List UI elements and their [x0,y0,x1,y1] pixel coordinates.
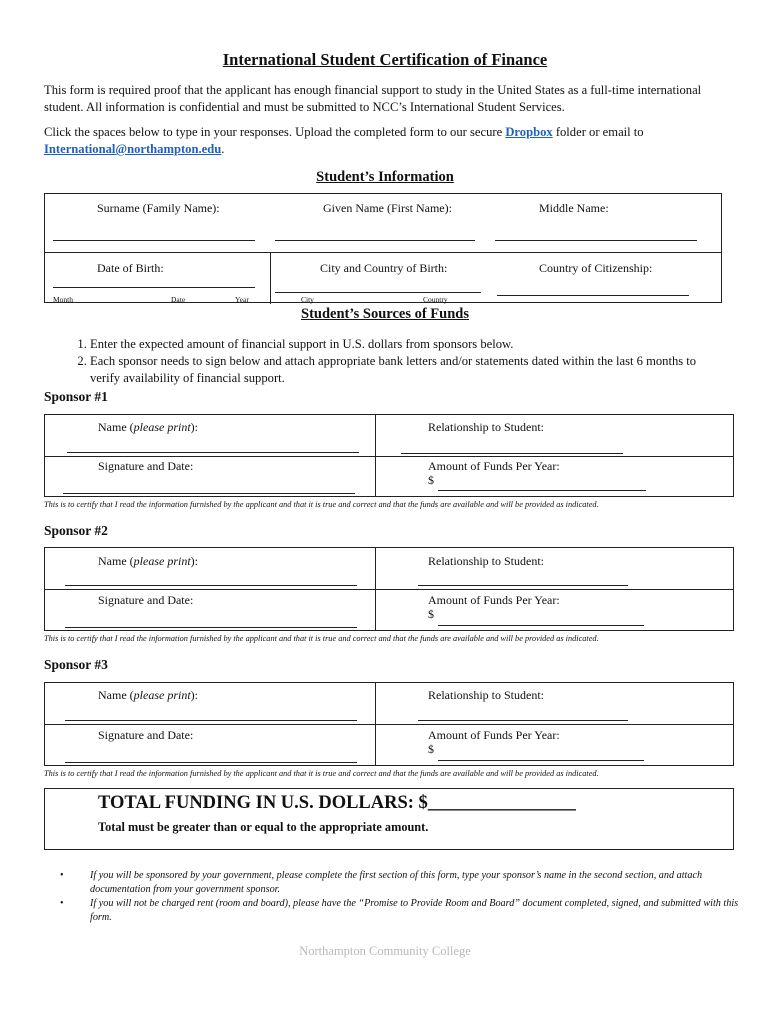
list-item: 1. Enter the expected amount of financial support in U.S. dollars from sponsors below. [90,336,704,353]
sponsor-2-signature-field[interactable] [65,627,357,628]
bullet-dot: • [60,898,64,909]
sponsor-name-label [98,420,198,435]
total-note: Total must be greater than or equal to the appropriate amount. [98,820,429,834]
sponsor-3-box [44,682,734,766]
dollar-sign: $ [428,607,434,621]
sponsor-3-heading: Sponsor #3 [44,657,108,672]
sponsor-1-certification: This is to certify that I read the information furnished by the applicant and that it is true and correct and that the funds are available and will be provided as indicated. [44,500,599,509]
dollar-sign: $ [428,742,434,756]
name-text: Name ( [98,420,134,434]
dropbox-link[interactable]: Dropbox [505,125,553,139]
relationship-label: Relationship to Student: [428,554,544,568]
sponsor-3-certification: This is to certify that I read the information furnished by the applicant and that it is true and correct and that the funds are available and will be provided as indicated. [44,769,599,778]
amount-label: Amount of Funds Per Year: [428,728,560,742]
sponsor-1-relationship-field[interactable] [401,453,623,454]
divider [375,548,376,630]
total-label-text: TOTAL FUNDING IN U.S. DOLLARS: $ [98,793,428,813]
divider [375,683,376,765]
city-country-birth-field[interactable] [275,292,481,293]
sponsor-2-name-field[interactable] [65,585,357,586]
amount-label: Amount of Funds Per Year: [428,459,560,473]
surname-field[interactable] [53,240,255,241]
total-funding-field[interactable]: ________________ [427,793,576,813]
given-name-field[interactable] [275,240,475,241]
citizenship-label: Country of Citizenship: [539,261,653,275]
divider [270,252,271,304]
instructions-end: . [221,142,225,156]
sponsor-1-box [44,414,734,497]
dob-label: Date of Birth: [97,261,164,275]
name-end-text: ): [190,420,198,434]
sponsor-name-label [98,688,198,703]
sponsor-1-signature-field[interactable] [63,493,355,494]
please-print-text: please print [133,554,191,568]
dollar-sign: $ [428,473,434,487]
divider [45,456,733,457]
bullet-no-rent [60,897,740,924]
bullet-text: If you will be sponsored by your government, please complete the first section of this form, type your sponsor’s name in the second section, and attach documentation from your government sponsor. [90,870,703,895]
divider [375,415,376,496]
sponsor-1-amount-field[interactable] [438,490,646,491]
citizenship-field[interactable] [497,295,689,296]
please-print-text: please print [133,688,191,702]
divider [45,724,733,725]
surname-label: Surname (Family Name): [97,201,220,215]
total-funding-box [44,788,734,850]
name-text: Name ( [98,688,134,702]
divider [45,252,721,253]
date-caption: Date [171,295,186,304]
footer-college-name: Northampton Community College [299,944,471,958]
instructions-middle: folder or email to [552,125,644,139]
month-caption: Month [53,295,74,304]
city-caption: City [301,295,314,304]
name-text: Name ( [98,554,134,568]
student-info-box [44,193,722,303]
bullet-dot: • [60,870,64,881]
sponsor-3-name-field[interactable] [65,720,357,721]
sponsor-2-certification: This is to certify that I read the information furnished by the applicant and that it is true and correct and that the funds are available and will be provided as indicated. [44,634,599,643]
sponsor-3-relationship-field[interactable] [418,720,628,721]
sponsor-2-amount-field[interactable] [438,625,644,626]
instructions-paragraph [44,124,734,158]
intro-paragraph: This form is required proof that the applicant has enough financial support to study in the United States as a full-time international student. All information is confidential and must be submitted to NCC’s International Student Services. [44,83,702,114]
year-caption: Year [235,295,249,304]
student-info-heading: Student’s Information [316,169,454,185]
middle-name-label: Middle Name: [539,201,609,215]
name-end-text: ): [190,554,198,568]
relationship-label: Relationship to Student: [428,688,544,702]
list-item: 2. Each sponsor needs to sign below and attach appropriate bank letters and/or statements dated within the last 6 months to verify availability of financial support. [90,353,704,387]
sponsor-2-relationship-field[interactable] [418,585,628,586]
signature-label: Signature and Date: [98,593,194,607]
given-name-label: Given Name (First Name): [323,201,452,215]
divider [45,589,733,590]
sponsor-2-heading: Sponsor #2 [44,523,108,538]
signature-label: Signature and Date: [98,728,194,742]
sponsor-3-signature-field[interactable] [65,762,357,763]
form-title: International Student Certification of Finance [222,50,548,69]
middle-name-field[interactable] [495,240,697,241]
sponsor-1-heading: Sponsor #1 [44,389,108,404]
total-funding-label [98,793,576,814]
city-country-birth-label: City and Country of Birth: [320,261,448,275]
instructions-text: Click the spaces below to type in your responses. Upload the completed form to our secure [44,125,506,139]
country-caption: Country [423,295,448,304]
bullet-text: If you will not be charged rent (room and board), please have the “Promise to Provide Room and Board” document completed, signed, and submitted with this form. [90,898,739,923]
relationship-label: Relationship to Student: [428,420,544,434]
funds-instructions-list [44,336,704,387]
signature-label: Signature and Date: [98,459,194,473]
sponsor-3-amount-field[interactable] [438,760,644,761]
amount-label: Amount of Funds Per Year: [428,593,560,607]
please-print-text: please print [133,420,191,434]
sponsor-1-name-field[interactable] [67,452,359,453]
dob-field[interactable] [53,287,255,288]
sources-of-funds-heading: Student’s Sources of Funds [301,306,469,322]
bullet-government-sponsor [60,869,740,896]
name-end-text: ): [190,688,198,702]
email-link[interactable]: International@northampton.edu [44,142,222,156]
sponsor-2-box [44,547,734,631]
sponsor-name-label [98,554,198,569]
